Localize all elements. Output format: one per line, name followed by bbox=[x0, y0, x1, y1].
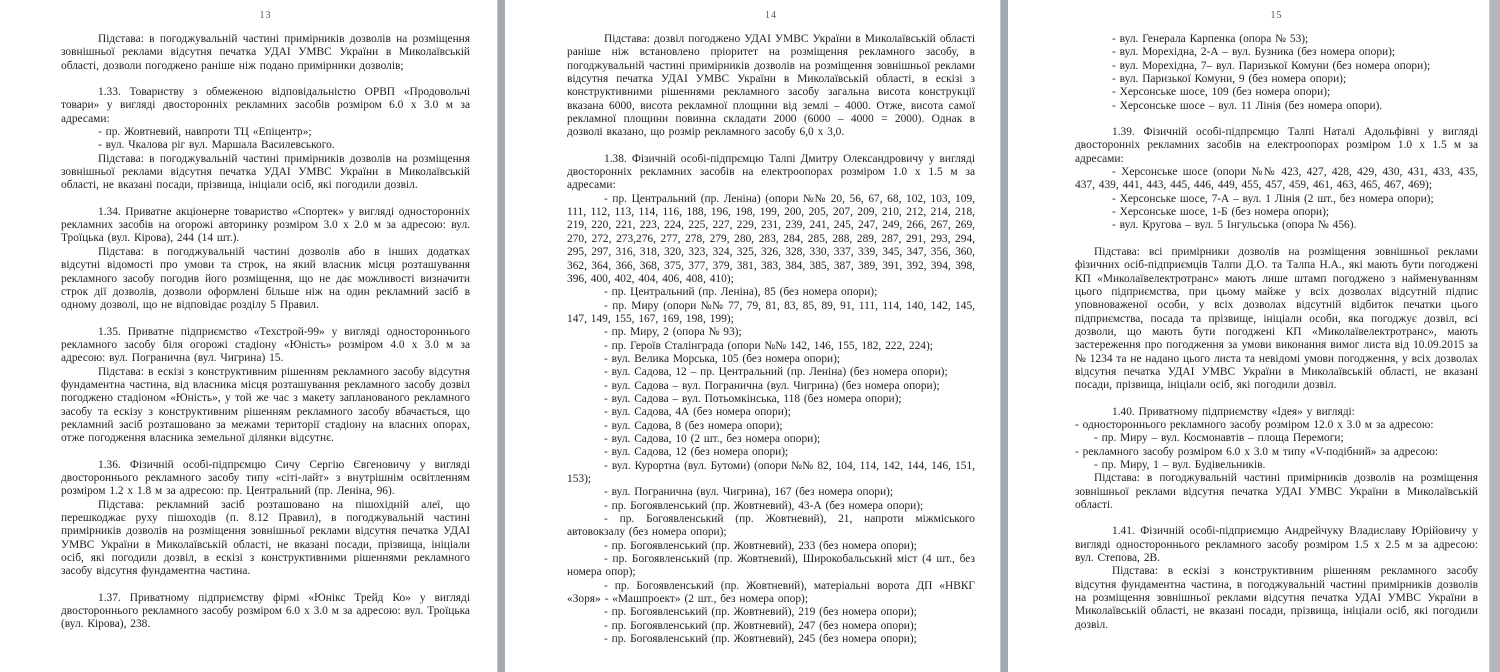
paragraph: - Херсонське шосе, 1-Б (без номера опори); bbox=[1112, 206, 1330, 219]
page-body bbox=[567, 33, 975, 646]
paragraph: - вул. Морехідна, 2-А – вул. Бузника (без номера опори); bbox=[1112, 46, 1396, 59]
paragraph: 1.33. Товариству з обмеженою відповідальністю ОРВП «Продовольчі товари» у вигляді двосторонніх рекламних засобів розміром 6.0 х 3.0 м за адресами: bbox=[61, 86, 470, 125]
paragraph: - пр. Миру – вул. Космонавтів – площа Перемоги; bbox=[1094, 432, 1344, 445]
paragraph: 1.41. Фізичній особі-підприємцю Андрейчуку Владиславу Юрійовичу у вигляді одностороннього рекламного засобу розміром 1.5 х 2.5 м за адресою: вул. Степова, 2В. bbox=[1075, 525, 1478, 565]
paragraph: - Херсонське шосе – вул. 11 Лінія (без номера опори). bbox=[1112, 99, 1383, 112]
paragraph: 1.36. Фізичній особі-підпрємцю Сичу Сергію Євгеновичу у вигляді двостороннього рекламного засобу типу «сіті-лайт» з внутрішнім освітленням розміром 1.2 х 1.8 м за адресою: пр. Центральний (пр. Леніна, 96). bbox=[61, 458, 470, 498]
paragraph: - пр. Богоявленський (пр. Жовтневий), 21, напроти міжміського автовокзалу (без номера опори); bbox=[567, 513, 975, 539]
paragraph: - пр. Богоявленський (пр. Жовтневий), 247 (без номера опори); bbox=[604, 619, 917, 632]
paragraph: Підстава: в погоджувальній частині примірників дозволів на розміщення зовнішньої реклами відсутня печатка УДАІ УМВС України в Миколаївській області, дозволи погоджено раніше ніж подано примірники дозволів; bbox=[61, 33, 470, 72]
page-number: 13 bbox=[259, 10, 272, 21]
paragraph: - вул. Морехідна, 7– вул. Паризької Комуни (без номера опори); bbox=[1112, 59, 1431, 72]
page-14 bbox=[505, 0, 1000, 672]
paragraph: - пр. Центральний (пр. Леніна), 85 (без номера опори); bbox=[604, 286, 878, 299]
paragraph: - пр. Богоявленський (пр. Жовтневий), Широкобальський міст (4 шт., без номера опор); bbox=[567, 553, 975, 579]
paragraph: - вул. Погранична (вул. Чигрина), 167 (без номера опори); bbox=[604, 486, 894, 499]
paragraph: - пр. Миру, 2 (опора № 93); bbox=[604, 326, 742, 339]
paragraph: Підстава: в погоджувальній частині примірників дозволів на розміщення зовнішньої реклами відсутня печатка УДАІ УМВС України в Миколаївській області, не вказані посади, прізвища, ініціали осіб, які погодили дозвіл. bbox=[61, 152, 470, 192]
paragraph: - вул. Чкалова ріг вул. Маршала Василевського. bbox=[98, 139, 335, 152]
paragraph: Підстава: в ескізі з конструктивним рішенням рекламного засобу відсутня фундаментна частина, в погоджувальній частині примірників дозволів на розміщення зовнішньої реклами відсутня печатка УДАІ УМВС України в Миколаївській області, не вказані посади, прізвища, ініціали осіб, які погодили дозвіл. bbox=[1075, 565, 1478, 631]
page-13 bbox=[0, 0, 497, 672]
paragraph: - Херсонське шосе, 7-А – вул. 1 Лінія (2 шт., без номера опори); bbox=[1112, 192, 1434, 205]
paragraph: - Херсонське шосе (опори №№ 423, 427, 428, 429, 430, 431, 433, 435, 437, 439, 441, 443, 445, 446, 449, 455, 457, 459, 461, 463, 465, 467, 469); bbox=[1075, 166, 1478, 192]
paragraph: - пр. Миру, 1 – вул. Будівельників. bbox=[1094, 458, 1266, 471]
paragraph: - пр. Богоявленський (пр. Жовтневий), 233 (без номера опори); bbox=[604, 539, 917, 552]
paragraph: - одностороннього рекламного засобу розміром 12.0 х 3.0 м за адресою: bbox=[1075, 418, 1434, 431]
paragraph: - вул. Кругова – вул. 5 Інгульська (опора № 456). bbox=[1112, 219, 1357, 232]
paragraph: - вул. Велика Морська, 105 (без номера опори); bbox=[604, 352, 841, 365]
paragraph: - пр. Героїв Сталінграда (опори №№ 142, 146, 155, 182, 222, 224); bbox=[604, 339, 933, 352]
page-number: 14 bbox=[765, 10, 777, 21]
paragraph: - пр. Богоявленський (пр. Жовтневий), матеріальні ворота ДП «НВКГ «Зоря» - «Машпроект» (2 шт., без номера опор); bbox=[567, 579, 975, 606]
page-number: 15 bbox=[1270, 10, 1283, 21]
paragraph: - вул. Паризької Комуни, 9 (без номера опори); bbox=[1112, 73, 1347, 86]
paragraph: 1.35. Приватне підприємство «Техстрой-99» у вигляді одностороннього рекламного засобу біля огорожі стадіону «Юність» розміром 4.0 х 3.0 м за адресою: вул. Погранична (вул. Чигрина) 15. bbox=[61, 325, 470, 365]
paragraph: 1.39. Фізичній особі-підпрємцю Талпі Наталі Адольфівні у вигляді двосторонніх рекламних засобів на електроопорах розміром 1.0 х 1.5 м за адресами: bbox=[1075, 126, 1478, 165]
page-15 bbox=[1008, 0, 1490, 672]
paragraph: - пр. Центральний (пр. Леніна) (опори №№ 20, 56, 67, 68, 102, 103, 109, 111, 112, 113, 114, 116, 188, 196, 198, 199, 200, 205, 207, 209, 210, 212, 214, 218, 219, 220, 221, 223, 224, 225, 227, 229, 231, 239, 241, 245, 247, 249, 266, 267, 269, 270, 272, 273,276, 277, 278, 279, 280, 283, 284, 285, 288, 289, 287, 291, 293, 294, 295, 297, 316, 318, 320, 323, 324, 325, 326, 328, 330, 337, 339, 345, 347, 356, 360, 362, 364, 366, 368, 375, 377, 379, 381, 383, 384, 385, 387, 389, 391, 392, 394, 398, 396, 400, 402, 404, 406, 408, 410); bbox=[567, 192, 975, 285]
paragraph: - пр. Миру (опори №№ 77, 79, 81, 83, 85, 89, 91, 111, 114, 140, 142, 145, 147, 149, 155, 167, 169, 198, 199); bbox=[567, 299, 975, 325]
paragraph: Підстава: рекламний засіб розташовано на пішохідній алеї, що перешкоджає руху пішоходів (п. 8.12 Правил), в погоджувальній частині примірників дозволів на розміщення зовнішньої реклами відсутня печатка УДАІ УМВС України в Миколаївській області, не вказані посади, прізвища, ініціали осіб, які погодили дозвіл, в ескізі з конструктивними рішеннями рекламного засобу відсутня фундаментна частина. bbox=[61, 498, 470, 578]
paragraph: - пр. Богоявленський (пр. Жовтневий), 219 (без номера опори); bbox=[604, 606, 917, 619]
paragraph: - вул. Садова – вул. Погранична (вул. Чигрина) (без номера опори); bbox=[604, 379, 940, 392]
paragraph: Підстава: всі примірники дозволів на розміщення зовнішньої реклами фізичних осіб-підприємців Талпи Д.О. та Талпа Н.А., які мають бути погоджені КП «Миколаївелектротранс» мають лише штамп погоджено з найменуванням цього підприємства, при цьому майже у всіх дозволах відсутній підпис уповноваженої особи, у всіх дозволах відсутній відбиток печатки цього підприємства, посада та прізвище, ініціали особи, яка погоджує дозвіл, всі дозволи, що мають бути погоджені КП «Миколаївелектротранс», мають застереження про погодження за умови виконання вимог листа від 10.09.2015 за № 1234 та не надано цього листа та невідомі умови погодження, у всіх дозволах відсутня печатка УДАІ УМВС України в Миколаївській області, не вказані посади, прізвища, ініціали осіб, які погодили дозвіл. bbox=[1075, 245, 1478, 392]
paragraph: - вул. Садова, 12 (без номера опори); bbox=[604, 446, 789, 459]
paragraph: 1.40. Приватному підприємству «Ідея» у вигляді: bbox=[1112, 405, 1355, 418]
paragraph: - вул. Садова, 8 (без номера опори); bbox=[604, 419, 783, 432]
paragraph: 1.37. Приватному підприємству фірмі «Юнікс Трейд Ко» у вигляді двостороннього рекламного засобу розміром 6.0 х 3.0 м за адресою: вул. Троїцька (вул. Кірова), 238. bbox=[61, 591, 470, 631]
page-body bbox=[61, 33, 470, 632]
paragraph: - вул. Садова, 12 – пр. Центральний (пр. Леніна) (без номера опори); bbox=[604, 366, 948, 379]
vertical-scrollbar[interactable] bbox=[1489, 0, 1500, 672]
paragraph: - вул. Курортна (вул. Бутоми) (опори №№ 82, 104, 114, 142, 144, 146, 151, 153); bbox=[567, 459, 975, 485]
paragraph: Підстава: в ескізі з конструктивним рішенням рекламного засобу відсутня фундаментна частина, від власника місця розташування рекламного засобу дозвіл погоджено стадіоном «Юність», у той же час з макету запланованого рекламного засобу та ескізу з конструктивним рішенням рекламного засобу вбачається, що рекламний засіб розташовано за межами території стадіону на власних опорах, отже погодження власника земельної ділянки відсутнє. bbox=[61, 365, 470, 445]
paragraph: - Херсонське шосе, 109 (без номера опори); bbox=[1112, 86, 1331, 99]
paragraph: Підстава: дозвіл погоджено УДАІ УМВС України в Миколаївській області раніше ніж встановлено пріоритет на розміщення рекламного засобу, в погоджувальній частині примірників дозволів на розміщення зовнішньої реклами відсутня печатка УДАІ УМВС України в Миколаївській області, в ескізі з конструктивними рішеннями рекламного засобу загальна висота конструкції вказана 6000, висота рекламної площини від землі – 4000. Отже, висота самої рекламної площини повинна складати 2000 (6000 – 4000 = 2000). Однак в дозволі вказано, що розмір рекламного засобу 6,0 х 3,0. bbox=[567, 33, 975, 139]
paragraph: Підстава: в погоджувальній частині дозволів або в інших додатках відсутні відомості про умови та строк, на який власник місця розташування рекламного засобу погодив його розміщення, що не дає можливості визначити строк дії дозволів, дозволи оформлені більше ніж на один рекламний засіб в одному дозволі, що не відповідає розділу 5 Правил. bbox=[61, 245, 470, 312]
paragraph: - вул. Садова, 4А (без номера опори); bbox=[604, 406, 791, 419]
page-body bbox=[1075, 33, 1478, 632]
paragraph: 1.38. Фізичній особі-підпрємцю Талпі Дмитру Олександровичу у вигляді двосторонніх рекламних засобів на електроопорах розміром 1.0 х 1.5 м за адресами: bbox=[567, 152, 975, 192]
paragraph: Підстава: в погоджувальній частині примірників дозволів на розміщення зовнішньої реклами відсутня печатка УДАІ УМВС України в Миколаївській області. bbox=[1075, 472, 1478, 511]
paragraph: - вул. Генерала Карпенка (опора № 53); bbox=[1112, 33, 1309, 45]
paragraph: - пр. Богоявленський (пр. Жовтневий), 43-А (без номера опори); bbox=[604, 499, 924, 512]
paragraph: - пр. Богоявленський (пр. Жовтневий), 245 (без номера опори); bbox=[604, 633, 917, 646]
paragraph: - вул. Садова, 10 (2 шт., без номера опори); bbox=[604, 432, 821, 445]
paragraph: - вул. Садова – вул. Потьомкінська, 118 (без номера опори); bbox=[604, 392, 902, 405]
paragraph: 1.34. Приватне акціонерне товариство «Спортек» у вигляді односторонніх рекламних засобів на огорожі авторинку розміром 3.0 х 2.0 м за адресою: вул. Троїцька (вул. Кірова), 244 (14 шт.). bbox=[61, 205, 470, 245]
paragraph: - рекламного засобу розміром 6.0 х 3.0 м типу «V-подібний» за адресою: bbox=[1075, 445, 1439, 458]
paragraph: - пр. Жовтневий, навпроти ТЦ «Епіцентр»; bbox=[98, 126, 312, 139]
